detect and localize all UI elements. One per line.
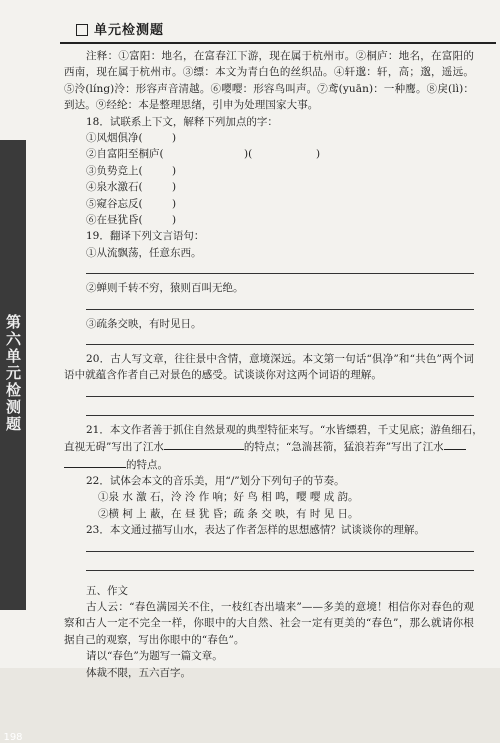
composition-body: 古人云：“春色满园关不住，一枝红杏出墙来”——多美的意境！相信你对春色的观察和古人一定不完全一样，你眼中的大自然、社会一定有更美的“春色”，那么就请你根据自己的观察，写出你眼中的“春色”。 [64, 601, 474, 646]
content [64, 48, 483, 681]
q18-item: ②自富阳至桐庐( )( ) [86, 148, 321, 161]
q22-prompt: 22．试体会本文的音乐美，用“/”划分下列句子的节奏。 [86, 475, 345, 488]
q18-item: ⑥在昼犹昏( ) [86, 213, 177, 226]
q18-item-label: ⑤窥谷忘反( [86, 197, 143, 210]
header-rule [60, 42, 496, 44]
composition-instruction: 请以“春色”为题写一篇文章。 [86, 650, 223, 663]
q18-item: ④泉水激石( ) [86, 181, 177, 194]
q21-line1: 21．本文作者善于抓住自然景观的典型特征来写。“水皆缥碧，千丈见底；游鱼细石， [86, 423, 483, 436]
q18-item-label: ④泉水激石( [86, 181, 143, 194]
q23-text: 23．本文通过描写山水，表达了作者怎样的思想感情？试谈谈你的理解。 [86, 524, 425, 537]
answer-line[interactable] [86, 403, 474, 416]
composition-instruction: 体裁不限，五六百字。 [86, 666, 191, 679]
side-tab [0, 140, 26, 743]
q21-line2: 直视无碍”写出了江水 的特点；“急湍甚箭，猛浪若奔”写出了江水 [64, 438, 474, 455]
q20-text: 20．古人写文章，往往景中含情，意境深远。本文第一句话“俱净”和“共色”两个词语中就蕴含作者自己对景色的感受。试谈谈你对这两个词语的理解。 [64, 353, 474, 382]
answer-line[interactable] [86, 297, 474, 310]
q18-item-label: ⑥在昼犹昏( [86, 213, 143, 226]
q18-item-label: ③负势竞上( [86, 164, 143, 177]
q18-item-label: ②自富阳至桐庐( [86, 148, 164, 161]
answer-line[interactable] [86, 384, 474, 397]
q18-prompt: 18．试联系上下文，解释下列加点的字： [86, 115, 278, 128]
answer-line[interactable] [86, 539, 474, 552]
q19-prompt: 19．翻译下列文言语句： [86, 230, 205, 243]
q18-item: ③负势竞上( ) [86, 164, 177, 177]
q18-item: ①风烟俱净( ) [86, 132, 177, 145]
fill-blank[interactable] [444, 438, 466, 450]
composition-heading: 五、作文 [86, 584, 128, 597]
header-title: 单元检测题 [94, 23, 165, 38]
fill-blank[interactable] [164, 438, 244, 450]
answer-line[interactable] [86, 332, 474, 345]
fill-blank[interactable] [64, 456, 126, 468]
checkbox-square-icon [76, 24, 88, 36]
notes-paragraph: 注释：①富阳：地名，在富春江下游，现在属于杭州市。②桐庐：地名，在富阳的西南，现在属于杭州市。③缥：本文为青白色的丝织品。④轩邈：轩，高；邈，遥远。⑤泠(líng)泠：形容声音清越。⑥嘤嘤：形容鸟叫声。⑦鸢(yuān)：一种鹰。⑧戾(lì)：到达。⑨经纶：本是整理思绪，引申为处理国家大事。 [64, 50, 474, 112]
page-number: 198 [3, 732, 23, 743]
q19-sentence: ②蝉则千转不穷，猿则百叫无绝。 [86, 282, 244, 295]
q18-item-label: ①风烟俱净( [86, 132, 143, 145]
q22-sentence: ①泉 水 激 石，泠 泠 作 响；好 鸟 相 鸣，嘤 嘤 成 韵。 [98, 491, 359, 504]
q22-sentence: ②横 柯 上 蔽，在 昼 犹 昏；疏 条 交 映，有 时 见 日。 [98, 507, 359, 520]
side-tab-text: 第六单元检测题 [4, 314, 22, 433]
answer-line[interactable] [86, 261, 474, 274]
page-header [60, 8, 496, 40]
q19-sentence: ①从流飘荡，任意东西。 [86, 246, 202, 259]
q18-item: ⑤窥谷忘反( ) [86, 197, 177, 210]
q21-line3: 的特点。 [64, 456, 474, 473]
answer-line[interactable] [86, 558, 474, 571]
q19-sentence: ③疏条交映，有时见日。 [86, 317, 202, 330]
